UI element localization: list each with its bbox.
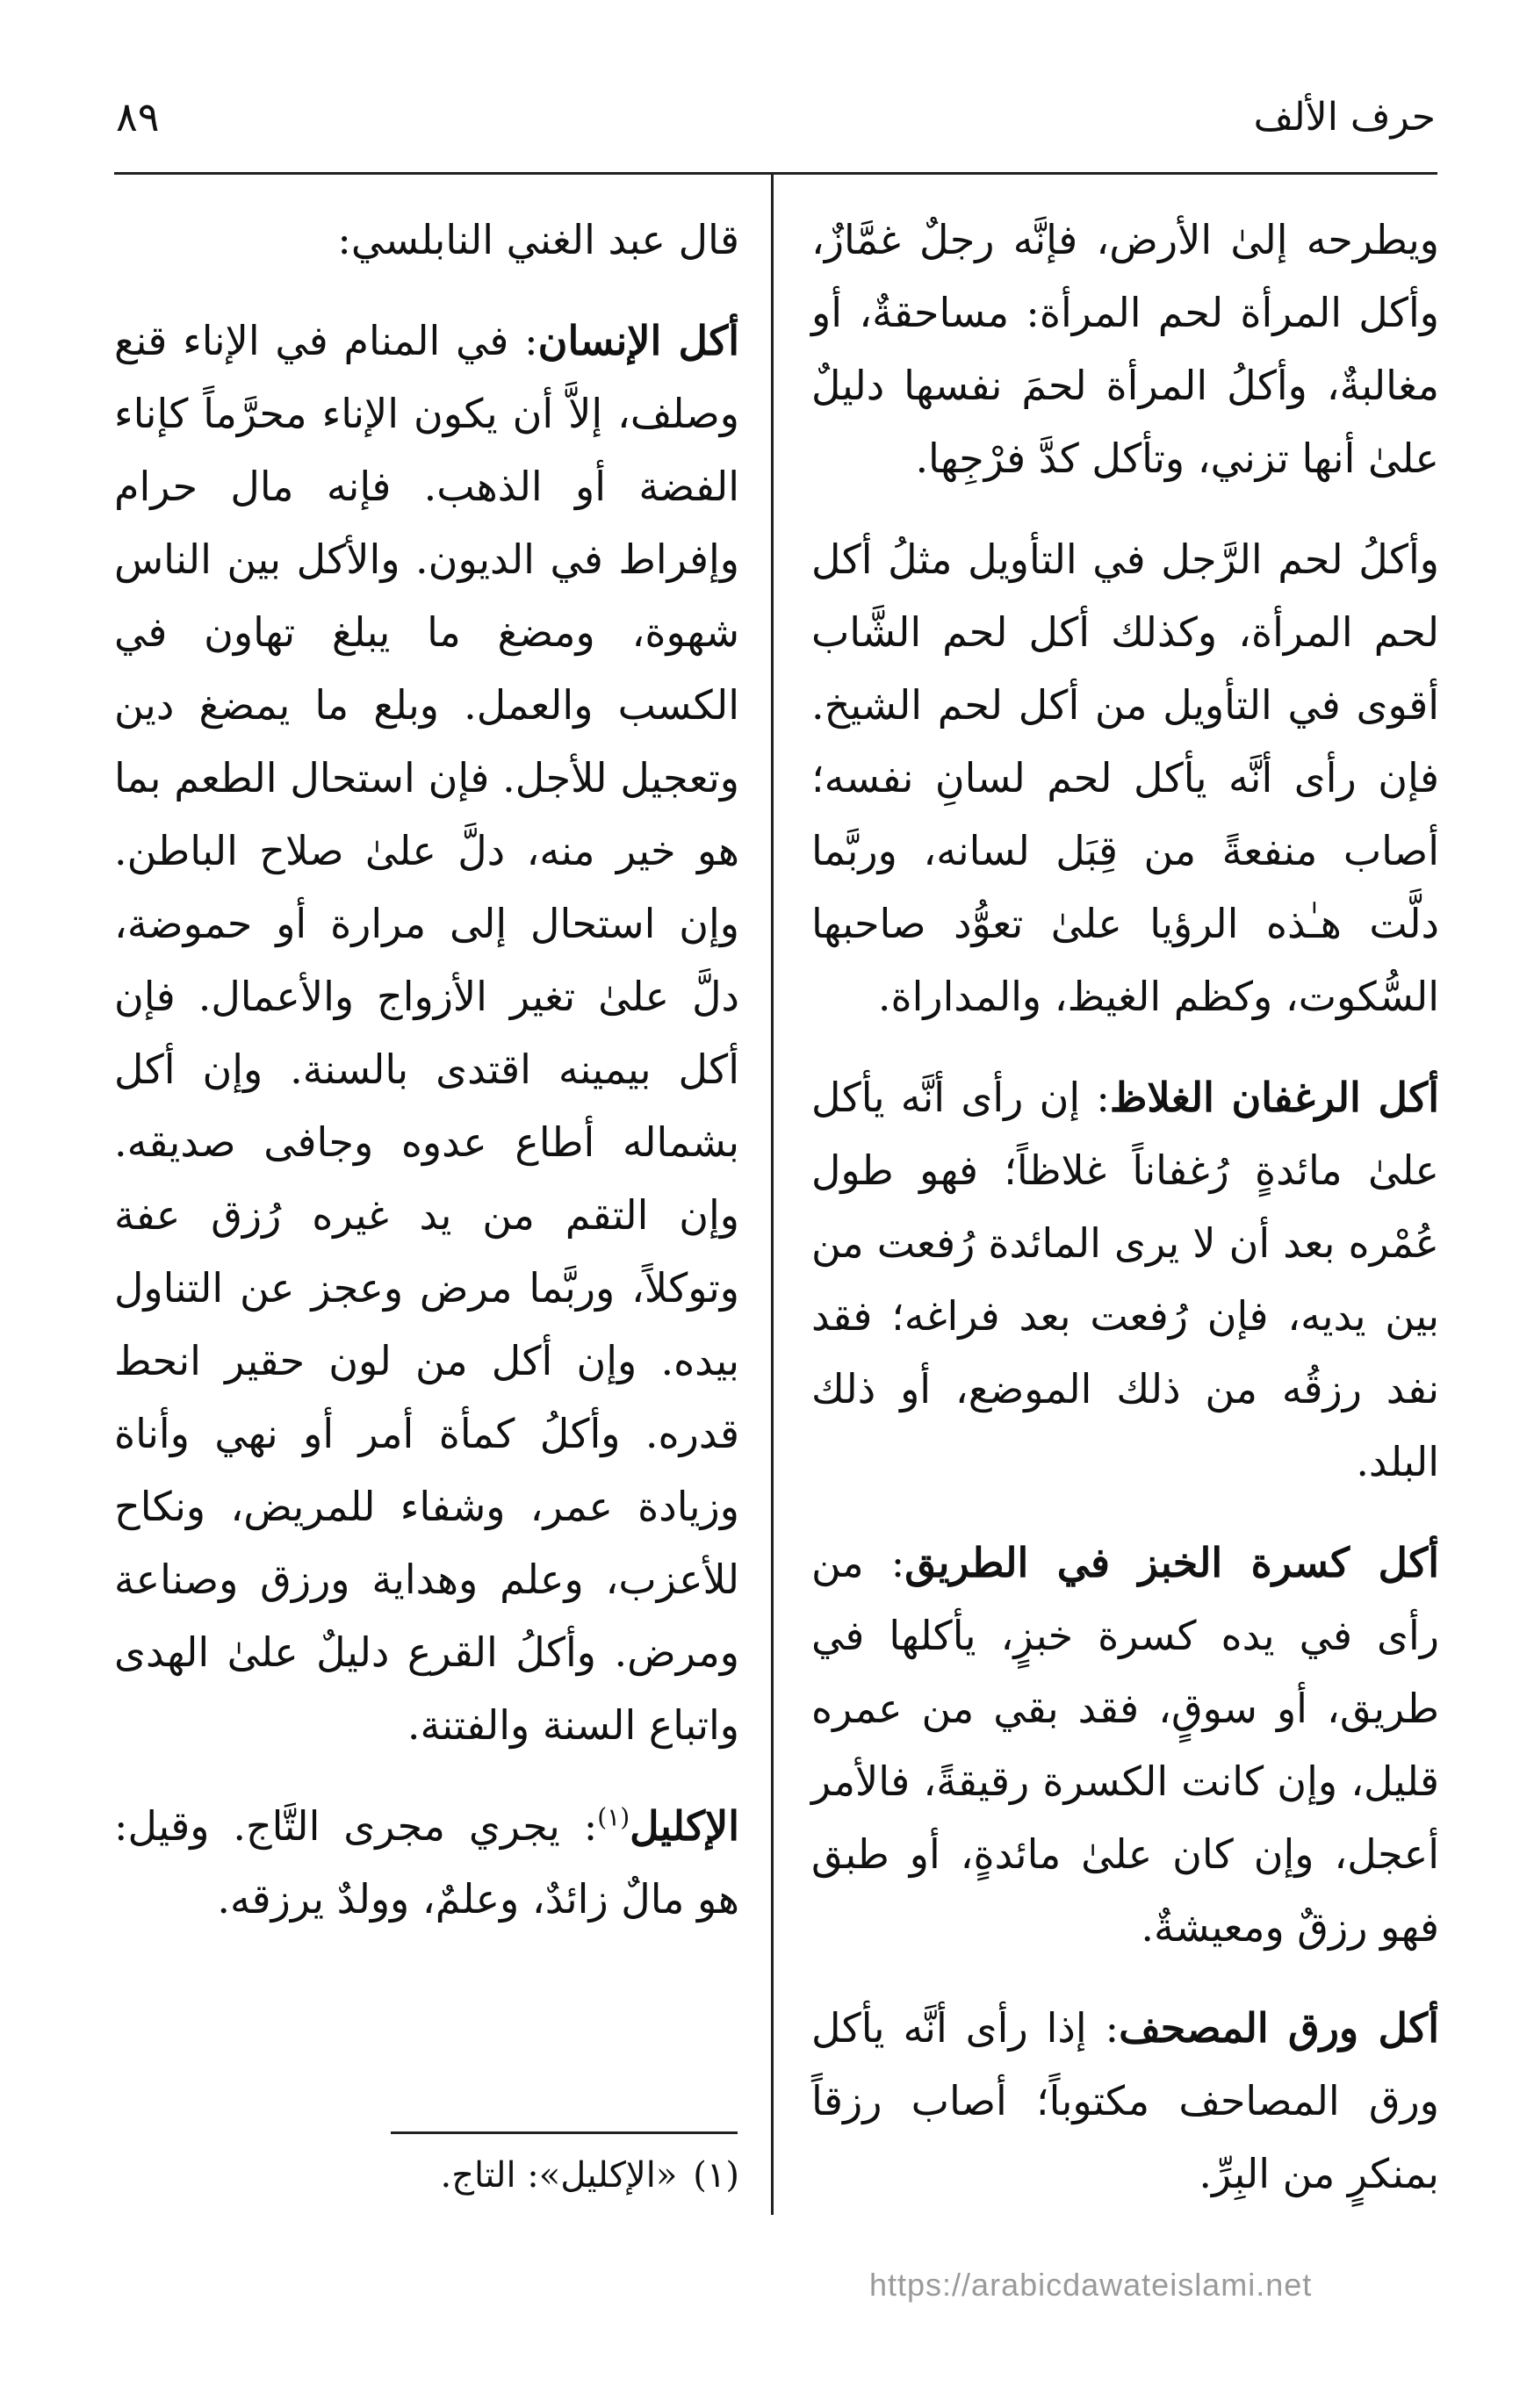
left-column [114, 204, 739, 1964]
entry-text: : من رأى في يده كسرة خبزٍ، يأكلها في طريق، أو سوقٍ، فقد بقي من عمره قليل، وإن كانت الكسرة رقيقةً، فالأمر أعجل، وإن كان علىٰ مائدةٍ، أو طبق فهو رزقٌ ومعيشةٌ. [811, 1539, 1439, 1951]
entry-paragraph [811, 1992, 1439, 2210]
running-header-title: حرف الألف [1253, 95, 1436, 140]
footnote-text: «الإكليل»: التاج. [440, 2155, 678, 2196]
page-number: ٨٩ [116, 93, 160, 140]
entry-text: : في المنام في الإناء قنع وصلف، إلاَّ أن يكون الإناء محرَّماً كإناء الفضة أو الذهب. فإنه مال حرام وإفراط في الديون. والأكل بين الناس شهوة، ومضغ ما يبلغ تهاون في الكسب والعمل. وبلع ما يمضغ دين وتعجيل للأجل. فإن استحال الطعم بما هو خير منه، دلَّ علىٰ صلاح الباطن. وإن استحال إلى مرارة أو حموضة، دلَّ علىٰ تغير الأزواج والأعمال. فإن أكل بيمينه اقتدى بالسنة. وإن أكل بشماله أطاع عدوه وجافى صديقه. وإن التقم من يد غيره رُزق عفة وتوكلاً، وربَّما مرض وعجز عن التناول بيده. وإن أكل من لون حقير انحط قدره. وأكلُ كمأة أمر أو نهي وأناة وزيادة عمر، وشفاء للمريض، ونكاح للأعزب، وعلم وهداية ورزق وصناعة ومرض. وأكلُ القرع دليلٌ علىٰ الهدى واتباع السنة والفتنة. [114, 317, 739, 1749]
entry-term: أكل الإنسان [537, 317, 739, 364]
entry-paragraph [114, 305, 739, 1762]
entry-text: : إذا رأى أنَّه يأكل ورق المصاحف مكتوباً؛ أصاب رزقاً بمنكرٍ من البِرِّ. [811, 2004, 1439, 2197]
footnote-rule [391, 2131, 738, 2134]
header-rule [114, 172, 1437, 175]
entry-paragraph [811, 1061, 1439, 1499]
entry-term: أكل كسرة الخبز في الطريق [904, 1539, 1440, 1586]
section-heading: قال عبد الغني النابلسي: [337, 216, 739, 263]
entry-term: الإكليل [630, 1802, 739, 1850]
footnote-reference[interactable]: (١) [597, 1802, 630, 1832]
footnote-number: (١) [693, 2155, 739, 2196]
entry-paragraph [114, 1790, 739, 1936]
watermark-url: https://arabicdawateislami.net [869, 2267, 1313, 2303]
paragraph-text: وأكلُ لحم الرَّجل في التأويل مثلُ أكل لحم المرأة، وكذلك أكل لحم الشَّاب أقوى في التأويل من أكل لحم الشيخ. فإن رأى أنَّه يأكل لحم لسانِ نفسه؛ أصاب منفعةً من قِبَل لسانه، وربَّما دلَّت هـٰذه الرؤيا علىٰ تعوُّد صاحبها السُّكوت، وكظم الغيظ، والمداراة. [811, 536, 1439, 1020]
paragraph-text: ويطرحه إلىٰ الأرض، فإنَّه رجلٌ غمَّازٌ، وأكل المرأة لحم المرأة: مساحقةٌ، أو مغالبةٌ، وأكلُ المرأة لحمَ نفسها دليلٌ علىٰ أنها تزني، وتأكل كدَّ فرْجِها. [811, 216, 1439, 482]
column-divider [771, 174, 774, 2215]
entry-term: أكل الرغفان الغلاظ [1109, 1074, 1439, 1121]
entry-text: : يجري مجرى التَّاج. وقيل: هو مالٌ زائدٌ، وعلمٌ، وولدٌ يرزقه. [114, 1802, 739, 1923]
entry-paragraph [811, 1527, 1439, 1964]
paragraph [811, 523, 1439, 1033]
entry-text: : إن رأى أنَّه يأكل علىٰ مائدةٍ رُغفاناً غلاظاً؛ فهو طول عُمْره بعد أن لا يرى المائدة رُفعت من بين يديه، فإن رُفعت بعد فراغه؛ فقد نفد رزقُه من ذلك الموضع، أو ذلك البلد. [811, 1074, 1439, 1485]
right-column [811, 204, 1439, 2239]
paragraph [811, 204, 1439, 495]
footnote [114, 2149, 739, 2202]
entry-term: أكل ورق المصحف [1119, 2004, 1439, 2052]
